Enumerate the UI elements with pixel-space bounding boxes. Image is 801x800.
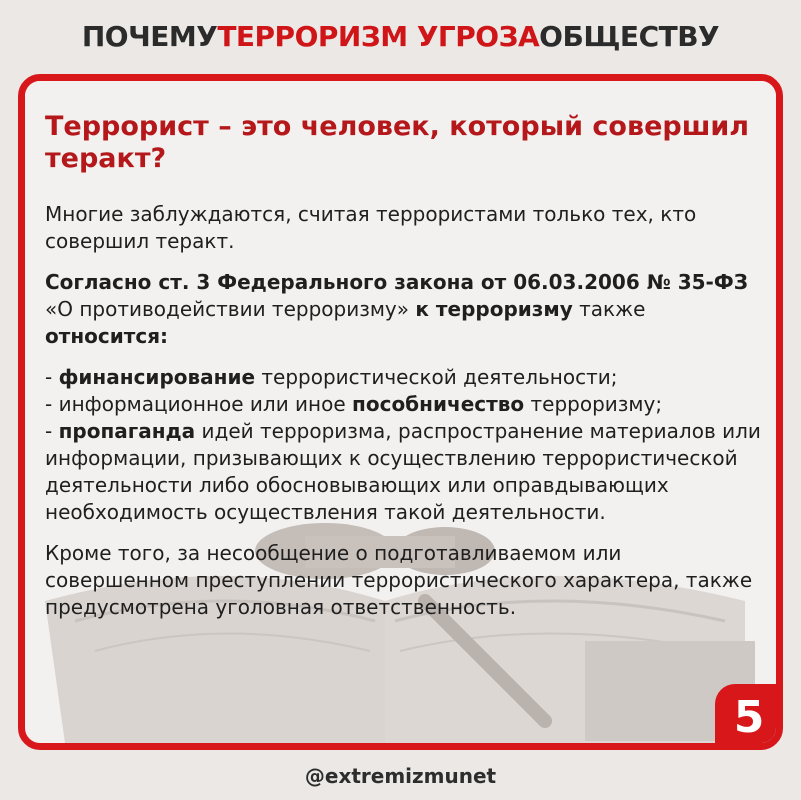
question-heading: Террорист – это человек, который совершил теракт? bbox=[45, 111, 750, 174]
list-item-text: терроризму; bbox=[524, 392, 663, 416]
list-item-text: идей терроризма, распространение материалов или информации, призывающих к осуществлению террористической деятельности либо обосновывающих или оправдывающих необходимость осуществления такой деятельности. bbox=[45, 419, 761, 524]
social-handle: @extremizmunet bbox=[304, 764, 497, 788]
activity-list bbox=[45, 364, 765, 526]
list-item-keyword: пропаганда bbox=[58, 419, 196, 443]
card-content bbox=[45, 111, 765, 635]
title-part-1: ПОЧЕМУ bbox=[81, 19, 218, 53]
list-item bbox=[45, 418, 765, 526]
law-connector: также bbox=[572, 297, 646, 321]
closing-paragraph: Кроме того, за несообщение о подготавливаемом или совершенном преступлении террористического характера, также предусмотрена уголовная ответственность. bbox=[45, 541, 753, 619]
law-keyword-1: к терроризму bbox=[415, 297, 573, 321]
list-item-text: террористической деятельности; bbox=[255, 365, 618, 389]
list-item bbox=[45, 364, 765, 391]
title-accent: ТЕРРОРИЗМ УГРОЗА bbox=[217, 19, 540, 53]
law-keyword-2: относится: bbox=[45, 324, 169, 348]
law-paragraph bbox=[45, 269, 765, 350]
page-number-badge: 5 bbox=[715, 684, 783, 750]
list-item-keyword: пособничество bbox=[352, 392, 525, 416]
list-item-prefix: - bbox=[45, 419, 59, 443]
list-item-keyword: финансирование bbox=[58, 365, 256, 389]
list-item-prefix: - bbox=[45, 365, 59, 389]
intro-paragraph: Многие заблуждаются, считая террористами только тех, кто совершил теракт. bbox=[45, 202, 697, 253]
list-item-prefix: - информационное или иное bbox=[45, 392, 353, 416]
content-card bbox=[18, 74, 783, 750]
title-part-2: ОБЩЕСТВУ bbox=[539, 19, 720, 53]
law-title: «О противодействии терроризму» bbox=[45, 297, 416, 321]
page-title bbox=[0, 0, 801, 72]
list-item bbox=[45, 391, 765, 418]
law-citation: Согласно ст. 3 Федерального закона от 06.03.2006 № 35-ФЗ bbox=[45, 270, 748, 294]
